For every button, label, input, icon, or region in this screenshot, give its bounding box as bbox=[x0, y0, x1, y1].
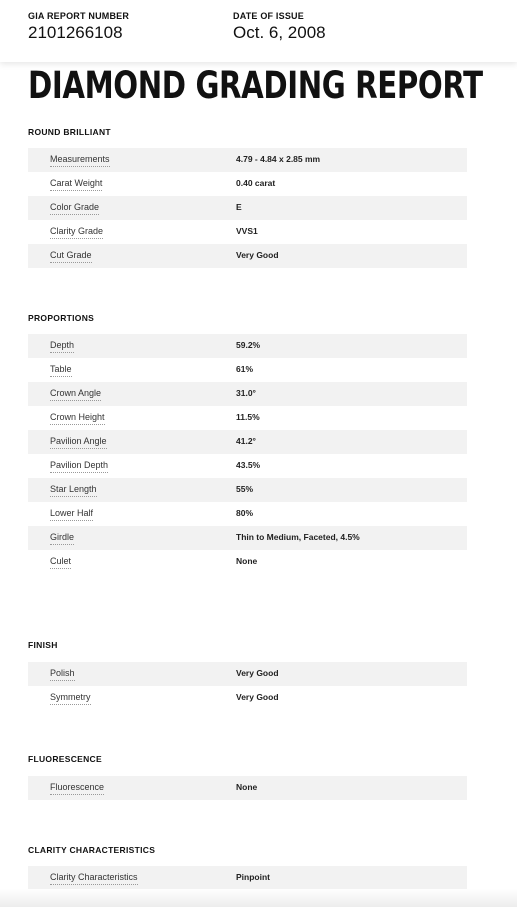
row-label: Depth bbox=[50, 340, 74, 353]
proportions-table bbox=[28, 334, 467, 574]
row-label: Polish bbox=[50, 668, 75, 681]
row-label: Cut Grade bbox=[50, 250, 92, 263]
table-row bbox=[28, 866, 467, 890]
row-label: Star Length bbox=[50, 484, 97, 497]
report-number: 2101266108 bbox=[28, 23, 123, 42]
row-label: Culet bbox=[50, 556, 71, 569]
table-row bbox=[28, 430, 467, 454]
date-of-issue-block bbox=[233, 11, 326, 43]
page-title: DIAMOND GRADING REPORT bbox=[28, 64, 483, 107]
row-value: 59.2% bbox=[236, 340, 261, 350]
date-of-issue-label: DATE OF ISSUE bbox=[233, 11, 304, 21]
row-label: Crown Angle bbox=[50, 388, 101, 401]
table-row bbox=[28, 358, 467, 382]
row-label: Color Grade bbox=[50, 202, 99, 215]
row-label: Girdle bbox=[50, 532, 74, 545]
row-value: 43.5% bbox=[236, 460, 261, 470]
row-value: Very Good bbox=[236, 250, 279, 260]
section-title-round-brilliant: ROUND BRILLIANT bbox=[28, 127, 111, 137]
table-row bbox=[28, 406, 467, 430]
row-value: None bbox=[236, 556, 258, 566]
fluorescence-table bbox=[28, 776, 467, 800]
row-label: Clarity Grade bbox=[50, 226, 103, 239]
row-label: Pavilion Angle bbox=[50, 436, 107, 449]
row-value: Very Good bbox=[236, 668, 279, 678]
section-title-fluorescence: FLUORESCENCE bbox=[28, 754, 102, 764]
row-label: Carat Weight bbox=[50, 178, 102, 191]
table-row bbox=[28, 454, 467, 478]
table-row bbox=[28, 502, 467, 526]
row-value: 31.0° bbox=[236, 388, 256, 398]
row-value: 41.2° bbox=[236, 436, 256, 446]
section-title-proportions: PROPORTIONS bbox=[28, 313, 95, 323]
date-of-issue: Oct. 6, 2008 bbox=[233, 23, 326, 42]
row-value: VVS1 bbox=[236, 226, 258, 236]
row-label: Pavilion Depth bbox=[50, 460, 108, 473]
table-row bbox=[28, 776, 467, 800]
row-label: Clarity Characteristics bbox=[50, 872, 138, 885]
table-row bbox=[28, 662, 467, 686]
grading-table bbox=[28, 148, 467, 268]
table-row bbox=[28, 244, 467, 268]
table-row bbox=[28, 220, 467, 244]
row-value: 55% bbox=[236, 484, 254, 494]
row-value: None bbox=[236, 782, 258, 792]
table-row bbox=[28, 172, 467, 196]
section-title-finish: FINISH bbox=[28, 640, 58, 650]
clarity-table bbox=[28, 866, 467, 890]
table-row bbox=[28, 478, 467, 502]
row-value: 4.79 - 4.84 x 2.85 mm bbox=[236, 154, 321, 164]
section-title-clarity-characteristics: CLARITY CHARACTERISTICS bbox=[28, 845, 156, 855]
row-value: Very Good bbox=[236, 692, 279, 702]
table-row bbox=[28, 148, 467, 172]
row-value: 0.40 carat bbox=[236, 178, 276, 188]
table-row bbox=[28, 526, 467, 550]
bottom-fade bbox=[0, 889, 517, 907]
table-row bbox=[28, 382, 467, 406]
row-value: 11.5% bbox=[236, 412, 260, 422]
report-header bbox=[0, 0, 517, 62]
report-number-block bbox=[28, 11, 129, 43]
table-row bbox=[28, 686, 467, 710]
row-value: Pinpoint bbox=[236, 872, 270, 882]
row-label: Fluorescence bbox=[50, 782, 104, 795]
row-value: Thin to Medium, Faceted, 4.5% bbox=[236, 532, 360, 542]
table-row bbox=[28, 196, 467, 220]
row-label: Lower Half bbox=[50, 508, 93, 521]
row-label: Measurements bbox=[50, 154, 110, 167]
table-row bbox=[28, 550, 467, 574]
row-label: Symmetry bbox=[50, 692, 91, 705]
row-value: 80% bbox=[236, 508, 254, 518]
finish-table bbox=[28, 662, 467, 710]
report-number-label: GIA REPORT NUMBER bbox=[28, 11, 130, 21]
row-label: Table bbox=[50, 364, 72, 377]
row-value: E bbox=[236, 202, 242, 212]
row-label: Crown Height bbox=[50, 412, 105, 425]
row-value: 61% bbox=[236, 364, 254, 374]
table-row bbox=[28, 334, 467, 358]
